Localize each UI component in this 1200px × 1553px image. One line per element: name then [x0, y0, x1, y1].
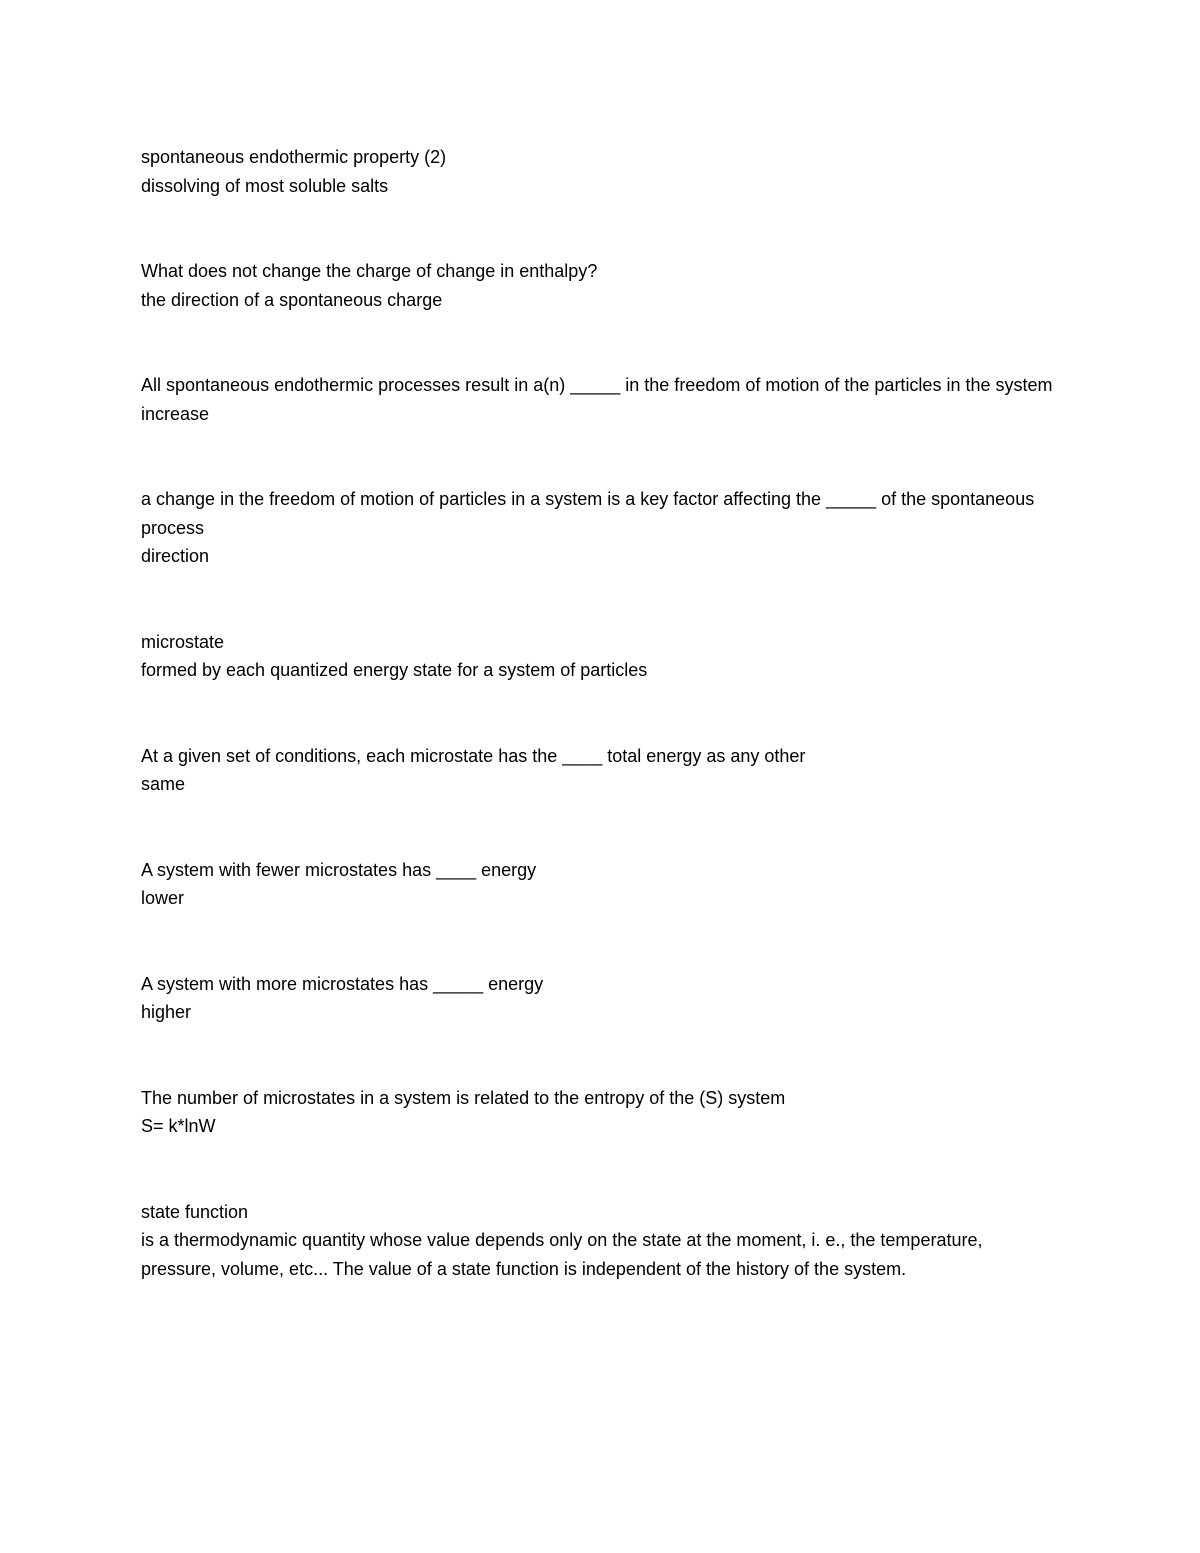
card-definition: formed by each quantized energy state for a system of particles — [141, 660, 648, 680]
card-definition: increase — [141, 403, 210, 424]
card-definition: is a thermodynamic quantity whose value depends only on the state at the moment, i. e., the temperature, pressure, volume, etc... The value of a state function is independent of the history of the system. — [141, 1230, 983, 1279]
flashcard — [141, 1198, 1056, 1284]
card-definition: the direction of a spontaneous charge — [141, 289, 443, 310]
card-definition: higher — [141, 1002, 192, 1022]
card-definition: dissolving of most soluble salts — [141, 175, 389, 196]
flashcard — [141, 1084, 1056, 1141]
flashcard — [141, 970, 1056, 1027]
card-definition: same — [141, 774, 186, 794]
card-term: A system with more microstates has _____ energy — [141, 973, 544, 994]
card-term: A system with fewer microstates has ____ energy — [141, 859, 537, 880]
card-term: spontaneous endothermic property (2) — [141, 147, 447, 167]
flashcard — [141, 628, 1056, 685]
card-term: The number of microstates in a system is related to the entropy of the (S) system — [141, 1087, 786, 1108]
card-definition: lower — [141, 888, 185, 908]
card-definition: S= k*lnW — [141, 1116, 216, 1136]
card-definition: direction — [141, 546, 210, 566]
card-term: a change in the freedom of motion of particles in a system is a key factor affecting the _____ of the spontaneous process — [141, 489, 1035, 538]
card-term: At a given set of conditions, each microstate has the ____ total energy as any other — [141, 745, 806, 766]
card-term: What does not change the charge of change in enthalpy? — [141, 261, 598, 281]
card-term: state function — [141, 1201, 249, 1222]
card-term: microstate — [141, 631, 225, 652]
flashcard — [141, 856, 1056, 913]
card-term: All spontaneous endothermic processes result in a(n) _____ in the freedom of motion of the particles in the system — [141, 375, 1053, 395]
flashcard — [141, 742, 1056, 799]
flashcard — [141, 371, 1056, 428]
flashcard-list — [141, 143, 1056, 1340]
flashcard — [141, 143, 1056, 200]
flashcard — [141, 485, 1056, 571]
flashcard — [141, 257, 1056, 314]
